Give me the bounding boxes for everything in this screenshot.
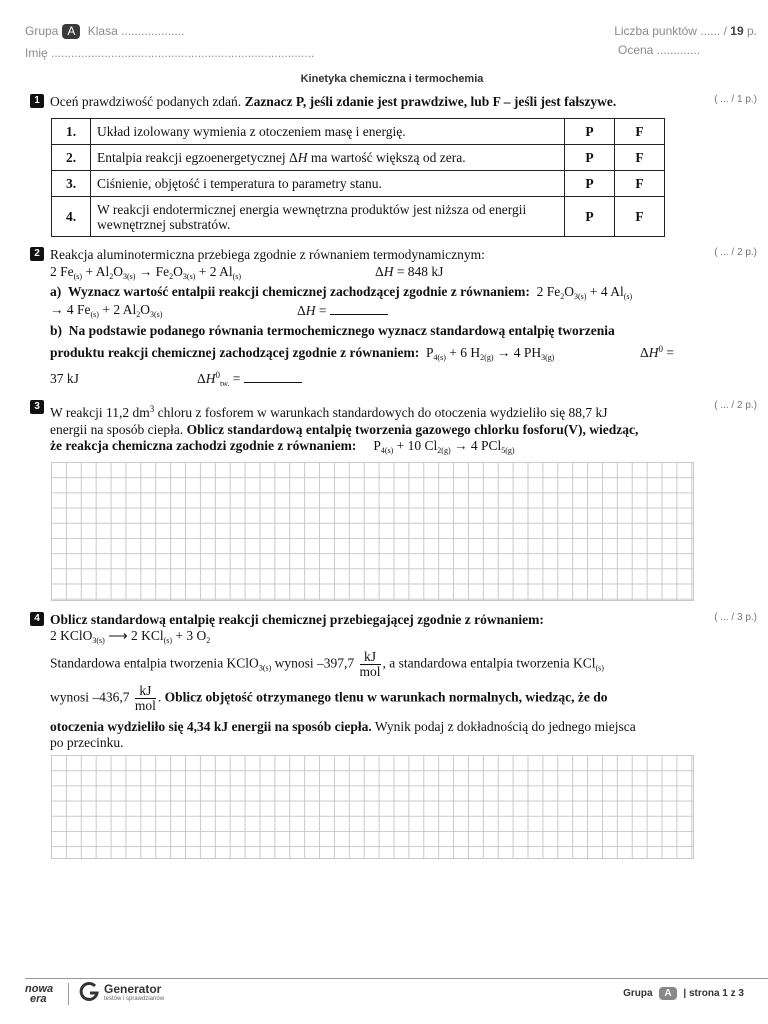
page-title: Kinetyka chemiczna i termochemia — [300, 73, 484, 85]
generator-logo — [78, 981, 100, 1008]
question-2-equation: 2 $Fe_{(s)} + Al_2O_{3(s)} \to Fe_2O_{3(s)} + 2$ $Al_{(s)}$ — [50, 264, 242, 281]
grade-field: Ocena ............. — [618, 43, 701, 57]
false-option[interactable]: F — [615, 197, 665, 237]
true-option[interactable]: P — [565, 145, 615, 171]
question-2-points: ( ... / 2 p.) — [714, 247, 757, 258]
question-2a-equation: → 4 $Fe_{(s)} + 2$ $Al_2O_{3(s)}$ — [50, 302, 163, 319]
answer-grid-q4[interactable] — [51, 755, 694, 859]
question-4-line6: po przecinku. — [50, 735, 124, 750]
question-3-points: ( ... / 2 p.) — [714, 400, 757, 411]
nowa-era-logo: nowa era — [25, 983, 54, 1005]
answer-blank[interactable] — [330, 302, 388, 315]
footer-divider — [25, 978, 768, 979]
question-3-line2: energii na sposób ciepła. Oblicz standardową entalpię tworzenia gazowego chlorku fosforu(V), wiedząc, — [50, 422, 639, 437]
footer-group-badge: A — [659, 987, 676, 1000]
question-4-line4: wynosi –436,7 $\frac{kJ}{\text{mol}}$ . Oblicz objętość otrzymanego tlenu w warunkach normalnych, wiedząc, że do — [50, 683, 608, 713]
question-2a-answer: ΔH = — [297, 302, 388, 319]
question-4-points: ( ... / 3 p.) — [714, 612, 757, 623]
table-row: 4. W reakcji endotermicznej energia wewnętrzna produktów jest niższa od energii wewnętrznej substratów. P F — [52, 197, 665, 237]
question-2-enthalpy: ΔH = 848 kJ — [375, 264, 444, 279]
true-false-table — [51, 118, 665, 237]
unit-fraction: $\frac{kJ}{\text{mol}}$ — [359, 649, 381, 679]
generator-g-icon — [78, 981, 100, 1003]
class-field: Klasa ................... — [87, 24, 185, 38]
table-row: 2. Entalpia reakcji egzoenergetycznej ΔH ma wartość większą od zera. P F — [52, 145, 665, 171]
question-2-number: 2 — [30, 247, 44, 261]
group-field: Grupa A Klasa ................... — [25, 24, 185, 38]
question-2b: b) Na podstawie podanego równania termochemicznego wyznacz standardową entalpię tworzenia — [50, 323, 615, 338]
question-2b-dh0: $\Delta H^0$ = — [640, 344, 674, 360]
question-2-intro: Reakcja aluminotermiczna przebiega zgodnie z równaniem termodynamicznym: — [50, 247, 485, 262]
table-row: 3. Ciśnienie, objętość i temperatura to parametry stanu. P F — [52, 171, 665, 197]
question-3-number: 3 — [30, 400, 44, 414]
false-option[interactable]: F — [615, 119, 665, 145]
true-option[interactable]: P — [565, 197, 615, 237]
question-1-text: Oceń prawdziwość podanych zdań. Zaznacz P, jeśli zdanie jest prawdziwe, lub F – jeśli jest fałszywe. — [50, 94, 617, 109]
false-option[interactable]: F — [615, 145, 665, 171]
question-2a: a) Wyznacz wartość entalpii reakcji chemicznej zachodzącej zgodnie z równaniem: 2 $Fe_2O_{3(s)} + 4$ $Al_{(s)}$ — [50, 284, 633, 301]
question-2b-value: 37 kJ — [50, 371, 79, 386]
group-badge: A — [62, 24, 80, 39]
table-row: 1. Układ izolowany wymienia z otoczeniem masę i energię. P F — [52, 119, 665, 145]
question-4-line5: otoczenia wydzieliło się 4,34 kJ energii na sposób ciepła. Wynik podaj z dokładnością do jednego miejsca — [50, 719, 636, 734]
logo-divider — [68, 983, 69, 1005]
question-2b-line2: produktu reakcji chemicznej zachodzącej zgodnie z równaniem: $P_{4(s)} + 6$ $H_{2(g)} \to 4$ $PH_{3(g)}$ — [50, 345, 555, 362]
question-4-number: 4 — [30, 612, 44, 626]
answer-blank[interactable] — [244, 370, 302, 383]
generator-subtitle: testów i sprawdzianów — [104, 996, 165, 1002]
question-4-equation: 2 KClO$_{3(s)}$ ⟶ 2 KCl$_{(s)}$ + 3 $O_2$ — [50, 628, 211, 645]
question-3-line1: W reakcji 11,2 $dm^3$ chloru z fosforem w warunkach standardowych do otoczenia wydzieliło się 88,7 kJ — [50, 404, 608, 420]
question-1-points: ( ... / 1 p.) — [714, 94, 757, 105]
question-1-number: 1 — [30, 94, 44, 108]
question-3-line3: że reakcja chemiczna zachodzi zgodnie z równaniem: $P_{4(s)} + 10$ $Cl_{2(g)} \to 4$ PCl$_{5(g)}$ — [50, 438, 515, 455]
question-4-title: Oblicz standardową entalpię reakcji chemicznej przebiegającej zgodnie z równaniem: — [50, 612, 544, 627]
false-option[interactable]: F — [615, 171, 665, 197]
question-4-line3: Standardowa entalpia tworzenia KClO$_{3(s)}$ wynosi –397,7 $\frac{kJ}{\text{mol}}$ , a standardowa entalpia tworzenia KCl$_{(s)}$ — [50, 649, 604, 679]
unit-fraction: $\frac{kJ}{\text{mol}}$ — [134, 683, 156, 713]
question-2b-answer: $\Delta H^0_{tw.}$ = — [197, 370, 302, 387]
footer-page-info: Grupa A | strona 1 z 3 — [623, 988, 744, 999]
points-total: Liczba punktów ...... / 19 p. — [614, 24, 757, 38]
name-field: Imię ............................................................................... — [25, 46, 315, 60]
true-option[interactable]: P — [565, 171, 615, 197]
true-option[interactable]: P — [565, 119, 615, 145]
answer-grid-q3[interactable] — [51, 462, 694, 601]
generator-title: Generator — [104, 982, 162, 996]
